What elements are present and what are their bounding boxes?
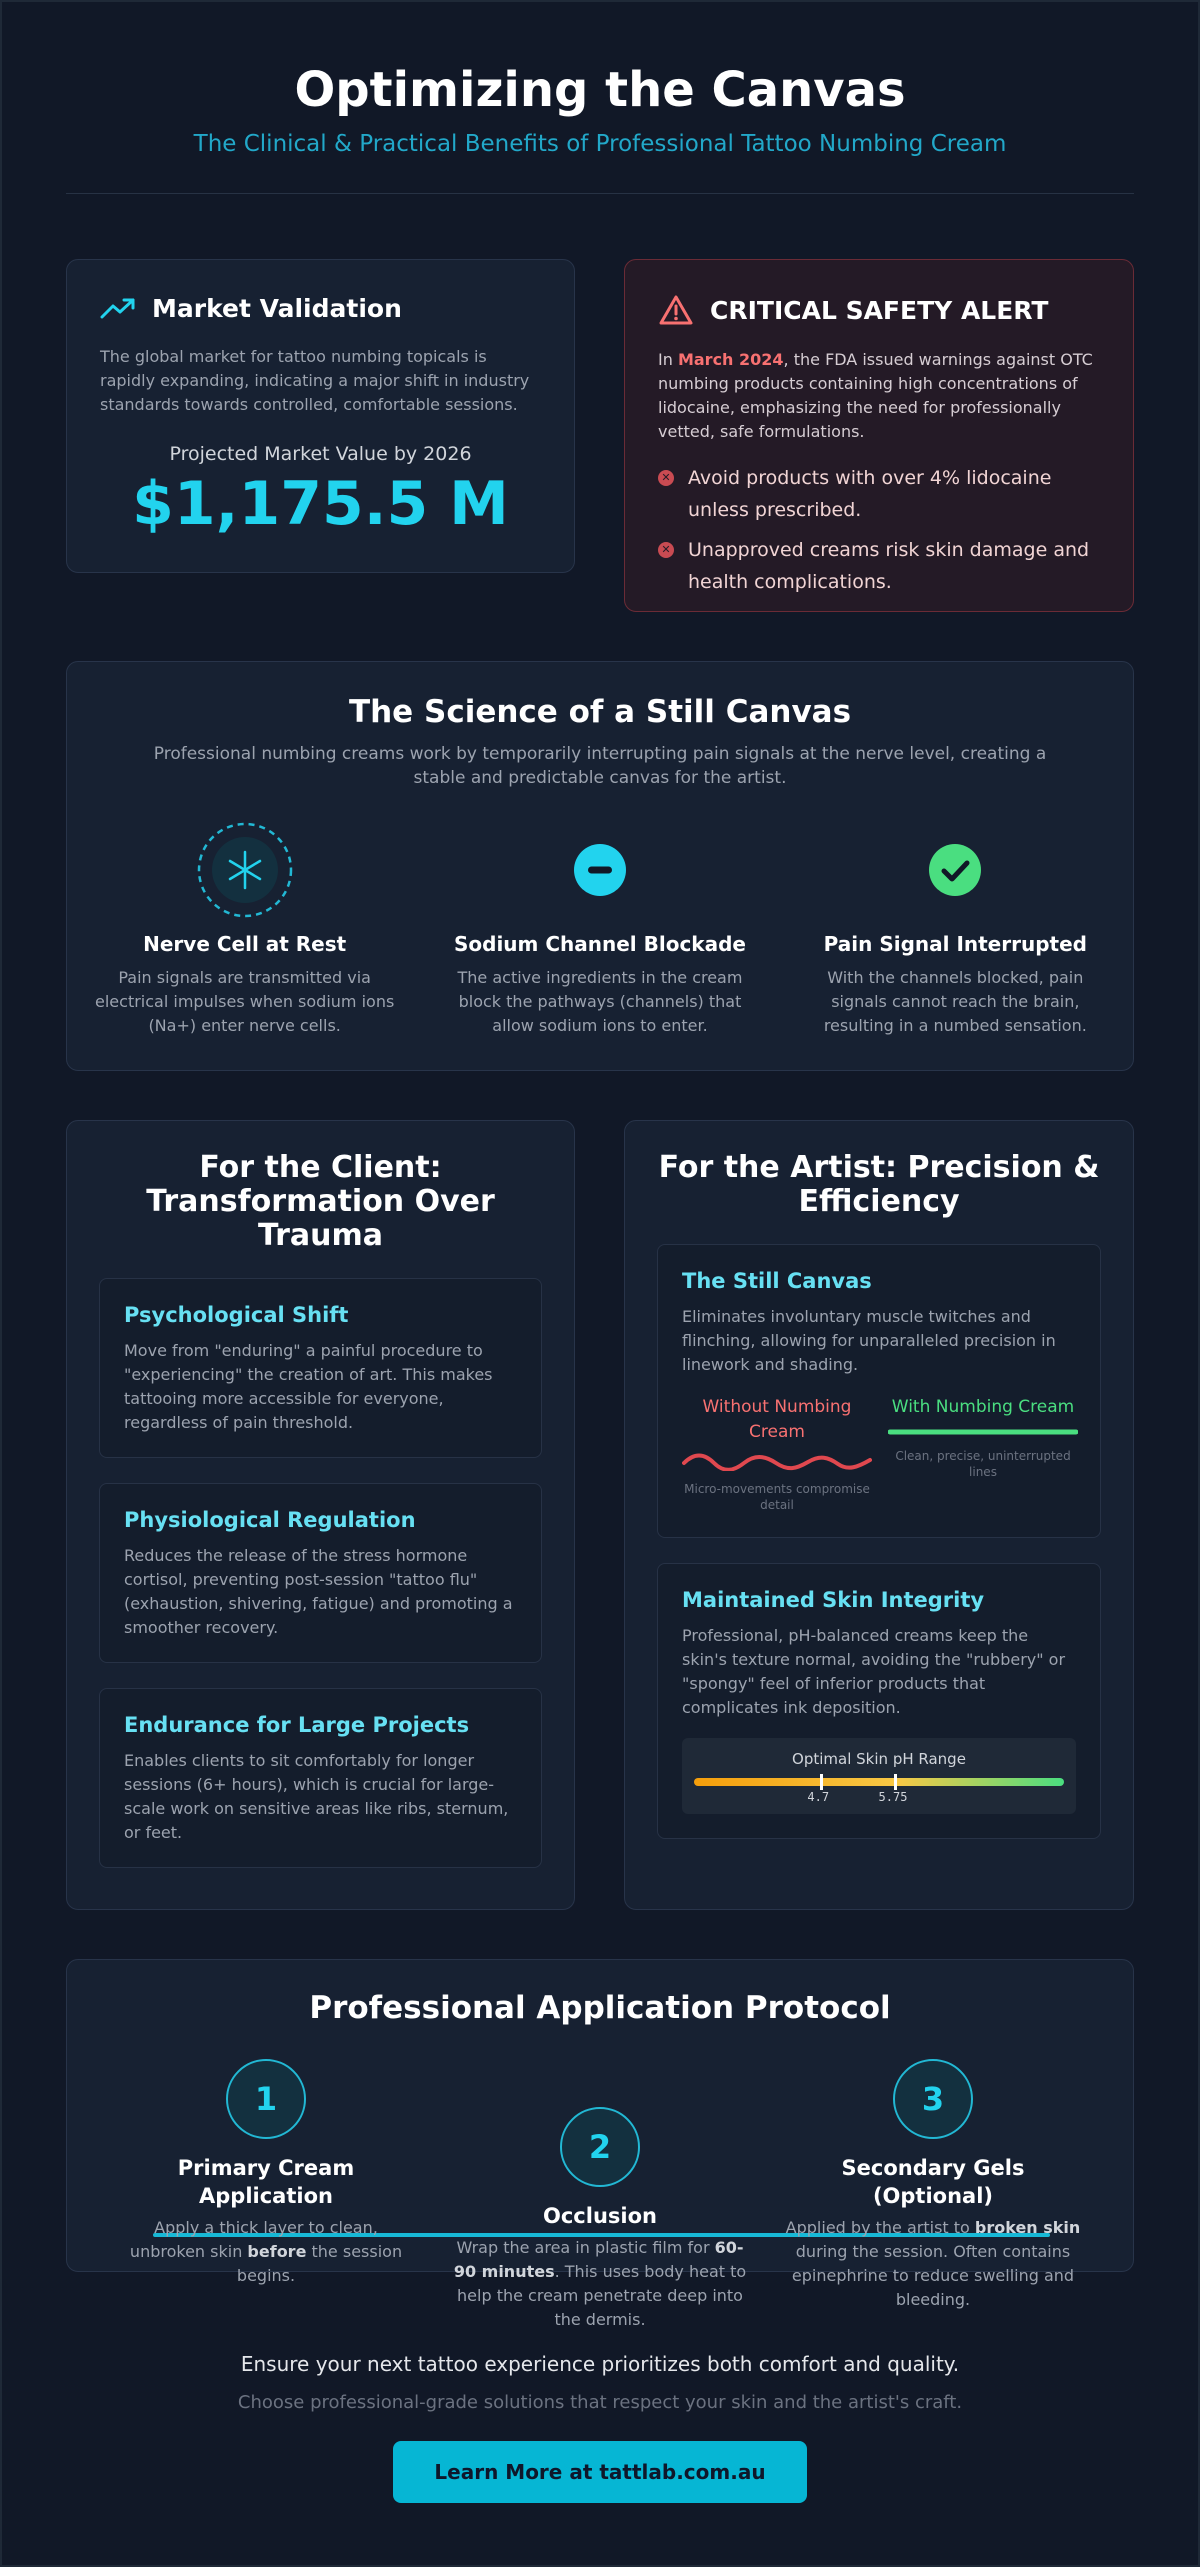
ph-range-label: Optimal Skin pH Range bbox=[792, 1750, 966, 1768]
protocol-step-title: Occlusion bbox=[543, 2204, 657, 2228]
protocol-step bbox=[116, 2059, 416, 2288]
check-icon bbox=[928, 843, 982, 897]
skin-integrity-title: Maintained Skin Integrity bbox=[682, 1588, 985, 1612]
learn-more-button[interactable]: Learn More at tattlab.com.au bbox=[393, 2441, 807, 2503]
projection-label: Projected Market Value by 2026 bbox=[169, 443, 472, 465]
ph-low-value: 4.7 bbox=[807, 1790, 830, 1804]
artist-title: For the Artist: Precision & Efficiency bbox=[658, 1150, 1100, 1219]
straight-line-icon bbox=[888, 1426, 1078, 1438]
skin-integrity-desc: Professional, pH-balanced creams keep the skin's texture normal, avoiding the "rubbery" or "spongy" feel of inferior products that complicates ink deposition. bbox=[682, 1626, 1066, 1717]
science-step-title: Pain Signal Interrupted bbox=[823, 932, 1087, 956]
footer-tagline: Ensure your next tattoo experience prioritizes both comfort and quality. bbox=[240, 2352, 960, 2376]
science-step bbox=[422, 817, 777, 1038]
ph-range-bar bbox=[694, 1778, 1064, 1804]
alert-list bbox=[658, 462, 1100, 598]
science-description: Professional numbing creams work by temporarily interrupting pain signals at the nerve level, creating a stable and predictable canvas for the artist. bbox=[153, 744, 1047, 788]
projection-value: $1,175.5 M bbox=[132, 469, 509, 539]
science-step bbox=[67, 817, 422, 1038]
with-cream-label: With Numbing Cream bbox=[891, 1397, 1075, 1417]
protocol-step-desc: Applied by the artist to broken skin during the session. Often contains epinephrine to reduce swelling and bleeding. bbox=[785, 2218, 1081, 2309]
alert-item: ✕ Avoid products with over 4% lidocaine unless prescribed. bbox=[658, 462, 1100, 526]
client-benefit-desc: Enables clients to sit comfortably for longer sessions (6+ hours), which is crucial for large-scale work on sensitive areas like ribs, sternum, or feet. bbox=[124, 1751, 509, 1842]
alert-description: In March 2024, the FDA issued warnings against OTC numbing products containing high concentrations of lidocaine, emphasizing the need for professionally vetted, safe formulations. bbox=[658, 350, 1093, 441]
footer-subtext: Choose professional-grade solutions that respect your skin and the artist's craft. bbox=[237, 2392, 963, 2413]
page-subtitle: The Clinical & Practical Benefits of Professional Tattoo Numbing Cream bbox=[193, 131, 1007, 157]
client-title: For the Client: Transformation Over Trauma bbox=[146, 1150, 495, 1253]
step-number-badge: 2 bbox=[560, 2107, 640, 2187]
alert-date: March 2024 bbox=[677, 350, 784, 369]
page-header bbox=[66, 55, 1134, 157]
artist-benefits-card bbox=[624, 1120, 1134, 1910]
client-benefit-title: Endurance for Large Projects bbox=[124, 1713, 470, 1737]
client-benefits-card bbox=[66, 1120, 575, 1910]
without-cream-column bbox=[682, 1395, 872, 1513]
alert-item: ✕ Unapproved creams risk skin damage and health complications. bbox=[658, 534, 1100, 598]
still-canvas-title: The Still Canvas bbox=[682, 1269, 872, 1293]
with-cream-note: Clean, precise, uninterrupted lines bbox=[895, 1449, 1071, 1479]
protocol-step-title: Secondary Gels (Optional) bbox=[841, 2156, 1025, 2208]
protocol-title: Professional Application Protocol bbox=[309, 1990, 891, 2026]
line-comparison bbox=[682, 1395, 1076, 1513]
warning-triangle-icon bbox=[658, 294, 694, 326]
skin-integrity-card bbox=[657, 1563, 1101, 1839]
x-circle-icon: ✕ bbox=[658, 542, 674, 558]
protocol-step bbox=[450, 2107, 750, 2332]
trending-up-icon bbox=[100, 297, 136, 321]
client-benefit-card bbox=[99, 1688, 542, 1868]
protocol-step-title: Primary Cream Application bbox=[177, 2156, 355, 2208]
ph-range-box bbox=[682, 1738, 1076, 1814]
alert-title: CRITICAL SAFETY ALERT bbox=[710, 295, 1049, 325]
ph-low-marker bbox=[820, 1774, 823, 1790]
science-step-desc: Pain signals are transmitted via electrical impulses when sodium ions (Na+) enter nerve cells. bbox=[95, 968, 395, 1035]
with-cream-column bbox=[888, 1395, 1078, 1513]
science-step-desc: With the channels blocked, pain signals cannot reach the brain, resulting in a numbed sensation. bbox=[823, 968, 1087, 1035]
market-title: Market Validation bbox=[152, 294, 402, 323]
client-benefit-title: Psychological Shift bbox=[124, 1303, 349, 1327]
safety-alert-card bbox=[624, 259, 1134, 612]
science-title: The Science of a Still Canvas bbox=[348, 694, 852, 730]
ph-high-value: 5.75 bbox=[878, 1790, 908, 1804]
header-divider bbox=[66, 193, 1134, 194]
still-canvas-card bbox=[657, 1244, 1101, 1538]
step-number-badge: 3 bbox=[893, 2059, 973, 2139]
protocol-step-desc: Wrap the area in plastic film for 60-90 minutes. This uses body heat to help the cream penetrate deep into the dermis. bbox=[453, 2238, 747, 2329]
science-step-title: Sodium Channel Blockade bbox=[453, 932, 746, 956]
step-number-badge: 1 bbox=[226, 2059, 306, 2139]
client-benefit-title: Physiological Regulation bbox=[124, 1508, 416, 1532]
shaky-line-icon bbox=[682, 1451, 872, 1471]
page-title: Optimizing the Canvas bbox=[294, 62, 906, 118]
without-cream-note: Micro-movements compromise detail bbox=[684, 1482, 870, 1512]
without-cream-label: Without Numbing Cream bbox=[702, 1397, 852, 1442]
science-step bbox=[778, 817, 1133, 1038]
nerve-cell-icon bbox=[195, 820, 295, 920]
market-validation-card bbox=[66, 259, 575, 573]
x-circle-icon: ✕ bbox=[658, 470, 674, 486]
client-benefit-desc: Move from "enduring" a painful procedure to "experiencing" the creation of art. This makes tattooing more accessible for everyone, regardless of pain threshold. bbox=[124, 1341, 493, 1432]
science-step-desc: The active ingredients in the cream block the pathways (channels) that allow sodium ions to enter. bbox=[457, 968, 743, 1035]
page-footer bbox=[66, 2352, 1134, 2413]
still-canvas-desc: Eliminates involuntary muscle twitches and flinching, allowing for unparalleled precision in linework and shading. bbox=[682, 1307, 1056, 1374]
client-benefit-card bbox=[99, 1278, 542, 1458]
science-card bbox=[66, 661, 1134, 1071]
ph-high-marker bbox=[894, 1774, 897, 1790]
client-benefit-card bbox=[99, 1483, 542, 1663]
blockade-icon bbox=[573, 843, 627, 897]
science-step-title: Nerve Cell at Rest bbox=[143, 932, 347, 956]
protocol-step-desc: Apply a thick layer to clean, unbroken skin before the session begins. bbox=[129, 2218, 403, 2285]
protocol-step bbox=[783, 2059, 1083, 2312]
client-benefit-desc: Reduces the release of the stress hormone cortisol, preventing post-session "tattoo flu" (exhaustion, shivering, fatigue) and promoting a smoother recovery. bbox=[124, 1546, 513, 1637]
market-description: The global market for tattoo numbing topicals is rapidly expanding, indicating a major shift in industry standards towards controlled, comfortable sessions. bbox=[100, 347, 530, 414]
